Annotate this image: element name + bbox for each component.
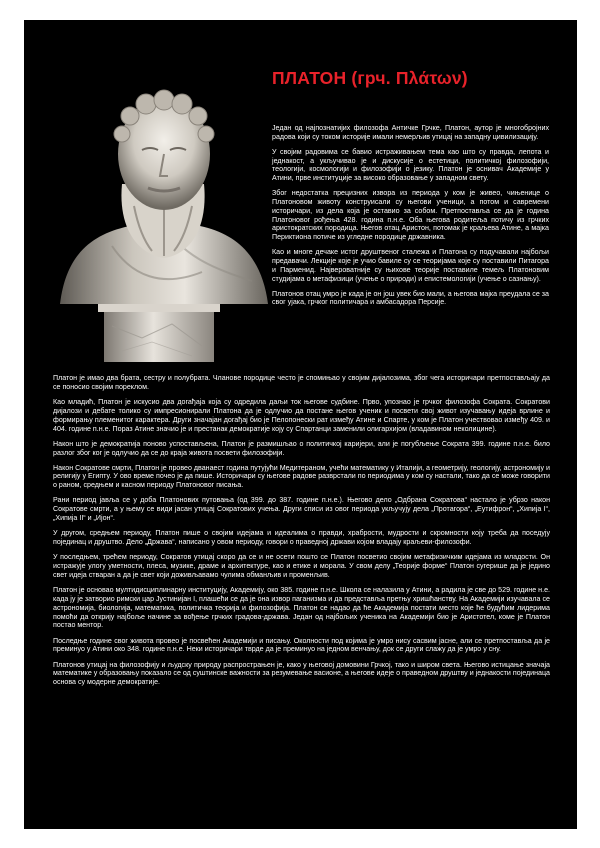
paragraph: Један од најпознатијих филозофа Античке Грчке, Платон, аутор је многобројних радова који су током историје имали немерљив утицај на западну цивилизацију. <box>272 124 549 141</box>
intro-column <box>272 124 549 313</box>
paragraph: Након Сократове смрти, Платон је провео дванаест година путујући Медитераном, учећи математику у Италији, а геометрију, геологију, астрономију и религију у Египту. У ово време почео је да пише. Историчари су његове радове разврстали по периодима у ком су настали, тако да се може говорити о раном, средњем и касном периоду Платоновог писања. <box>53 463 550 490</box>
page-title: ПЛАТОН (грч. Πλάτων) <box>272 68 468 88</box>
paragraph: Платонов утицај на филозофију и људску природу распрострањен је, како у његовој домовини Грчкој, тако и широм света. Његово истицање значаја математике у образовању показало се од суштинске важности за резумевање васионе, а његове идеје о праведном друштву и једнакости појединаца основа су модерне демократије. <box>53 660 550 687</box>
paragraph: Због недостатка прецизних извора из периода у ком је живео, чињенице о Платоновом животу конструисали су његови ученици, а потом и савремени историчари, из дела која је оставио за собом. Претпоставља се да је година Платоновог рођења 428. година п.н.е. Оба његова родитеља потичу из грчких аристократских породица. Његов отац Аристон, потомак је краљева Атине, а мајка Периктиона потиче из угледне породице државника. <box>272 189 549 242</box>
paragraph: У другом, средњем периоду, Платон пише о својим идејама и идеалима о правди, храбрости, мудрости и скромности коју треба да поседују појединац и друштво. Дело „Држава“, написано у овом периоду, говори о праведној држави којом владају краљеви-филозофи. <box>53 529 550 547</box>
body-text <box>53 376 550 693</box>
paragraph: Платон је основао мултидисциплинарну институцију, Академију, око 385. године п.н.е. Школа се налазила у Атини, а радила је све до 529. године н.е. када ју је затворио римски цар Јустинијан I, плашећи се да је она извор паганизма и да представља претњу хришћанству. На Академији изучавала се астрономија, биологија, математика, политичка теорија и филозофија. Платон се надао да ће Академија постати место које ће будућим лидерима помоћи да открију најбоље начине за вођење грчких градова-држава. Један од најбољих ученика на Академији био је Аристотел, коме је Платон постао ментор. <box>53 586 550 630</box>
poster-sheet <box>24 20 577 829</box>
paragraph: Рани период јавља се у доба Платонових путовања (од 399. до 387. године п.н.е.). Његово дело „Одбрана Сократова“ настало је убрзо након Сократове смрти, а у њему се види јасан утицај Сократових учења. Други списи из овог периода укључују дела „Протагора“, „Еутифрон“, „Хипија I“, „Хипија II“ и „Ијон“. <box>53 496 550 523</box>
paragraph: У својим радовима се бавио истраживањем тема као што су правда, лепота и једнакост, а укључивао је и дискусије о естетици, политичкој филозофији, теологији, космологији и филозофији о језику. Платон је оснивач Академије у Атини, прве институције за високо образовање у западном свету. <box>272 147 549 183</box>
paragraph: Након што је демократија поново успостављена, Платон је размишљао о политичкој каријери, али је погубљење Сократа 399. године п.н.е. било разлог због ког је одлучио да се до краја живота посвети филозофији. <box>53 439 550 457</box>
paragraph: Платонов отац умро је када је он још увек био мали, а његова мајка преудала се за свог ујака, грчког политичара и амбасадора Персије. <box>272 289 549 307</box>
paragraph: Последње године свог живота провео је посвећен Академији и писању. Околности под којима је умро нису сасвим јасне, али се претпоставља да је преминуо у Атини око 348. године п.н.е. Неки историчари тврде да је преминуо на једном венчању, док се други слажу да је умро у сну. <box>53 636 550 654</box>
paragraph: У последњем, трећем периоду, Сократов утицај скоро да се и не осети пошто се Платон посветио својим метафизичким идејама из младости. Он истражује улогу уметности, плеса, музике, драме и архитектуре, као и етике и морала. У свом делу „Теорије форме“ Платон сугерише да је једино свет идеја стваран а да је свет који доживљавамо чулима обманљив и променљив. <box>53 553 550 579</box>
paragraph: Као и многе дечаке истог друштвеног сталежа и Платона су подучавали најбољи предавачи. Лекције које је учио бавиле су се теоријама које су поставили Питагора и Парменид. Највероватније су њихове теорије поставиле темељ Платоновим студијама о метафизици (учење о природи) и епистемологији (учење о сазнању). <box>272 248 549 283</box>
plato-bust-image <box>52 76 274 366</box>
paragraph: Платон је имао два брата, сестру и полубрата. Чланове породице често је спомињао у својим дијалозима, због чега историчари претпостављају да се поносио својим пореклом. <box>53 374 550 391</box>
paragraph: Као младић, Платон је искусио два догађаја која су одредила даљи ток његове судбине. Прво, упознао је грчког филозофа Сократа. Сократови дијалози и дебате толико су импресионирали Платона да је одлучио да постане његов ученик и посвети свој живот изучавању идеја врлине и формирању племенитог карактера. Други значајан догађај био је Пелопонески рат између Атине и Спарте, у ком је Платон учествовао између 409. и 404. године п.н.е. Пораз Атине значио је и престанак демократије коју су Спартанци заменили олигархијом (владавином неколицине). <box>53 397 550 433</box>
